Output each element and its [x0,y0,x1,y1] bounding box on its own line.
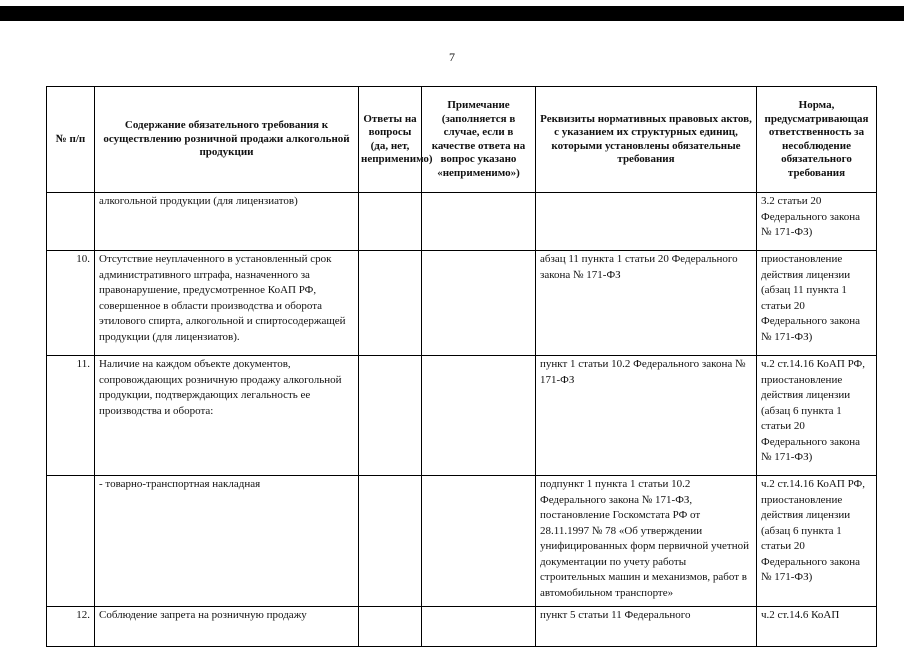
table-header-row [47,87,877,193]
liability-norm: приостановление действия лицензии (абзац 11 пункта 1 статьи 20 Федерального закона № 171-ФЗ) [757,251,877,356]
legal-acts: абзац 11 пункта 1 статьи 20 Федерального закона № 171-ФЗ [536,251,757,356]
header-acts: Реквизиты нормативных правовых актов, с указанием их структурных единиц, которыми установлены обязательные требования [536,87,757,193]
header-note: Примечание (заполняется в случае, если в качестве ответа на вопрос указано «неприменимо») [422,87,536,193]
note-cell [422,476,536,607]
row-number [47,476,95,607]
table-row [47,193,877,251]
answer-cell [359,476,422,607]
legal-acts: пункт 1 статьи 10.2 Федерального закона № 171-ФЗ [536,356,757,476]
requirement-content: Наличие на каждом объекте документов, сопровождающих розничную продажу алкогольной продукции, подтверждающих легальность ее производства и оборота: [95,356,359,476]
legal-acts: подпункт 1 пункта 1 статьи 10.2 Федерального закона № 171-ФЗ, постановление Госкомстата РФ от 28.11.1997 № 78 «Об утверждении унифицированных форм первичной учетной документации по учету работы строительных машин и механизмов, работ в автомобильном транспорте» [536,476,757,607]
legal-acts [536,193,757,251]
note-cell [422,251,536,356]
header-answers: Ответы на вопросы (да, нет, неприменимо) [359,87,422,193]
note-cell [422,356,536,476]
note-cell [422,193,536,251]
liability-norm: ч.2 ст.14.16 КоАП РФ, приостановление действия лицензии (абзац 6 пункта 1 статьи 20 Федерального закона № 171-ФЗ) [757,476,877,607]
row-number: 12. [47,607,95,647]
table-row [47,607,877,647]
requirements-table [46,86,877,647]
requirement-content: - товарно-транспортная накладная [95,476,359,607]
answer-cell [359,607,422,647]
row-number [47,193,95,251]
liability-norm: 3.2 статьи 20 Федерального закона № 171-ФЗ) [757,193,877,251]
header-num: № п/п [47,87,95,193]
answer-cell [359,251,422,356]
answer-cell [359,193,422,251]
requirement-content: Соблюдение запрета на розничную продажу [95,607,359,647]
page-number: 7 [449,50,455,64]
requirement-content: алкогольной продукции (для лицензиатов) [95,193,359,251]
row-number: 10. [47,251,95,356]
table-row [47,356,877,476]
note-cell [422,607,536,647]
answer-cell [359,356,422,476]
header-norm: Норма, предусматривающая ответственность за несоблюдение обязательного требования [757,87,877,193]
legal-acts: пункт 5 статьи 11 Федерального [536,607,757,647]
requirement-content: Отсутствие неуплаченного в установленный срок административного штрафа, назначенного за правонарушение, предусмотренное КоАП РФ, совершенное в области производства и оборота этилового спирта, алкогольной и спиртосодержащей продукции (для лицензиатов). [95,251,359,356]
liability-norm: ч.2 ст.14.6 КоАП [757,607,877,647]
table-row [47,251,877,356]
header-content: Содержание обязательного требования к осуществлению розничной продажи алкогольной продукции [95,87,359,193]
table-row [47,476,877,607]
row-number: 11. [47,356,95,476]
top-scan-border [0,6,904,21]
liability-norm: ч.2 ст.14.16 КоАП РФ, приостановление действия лицензии (абзац 6 пункта 1 статьи 20 Федерального закона № 171-ФЗ) [757,356,877,476]
